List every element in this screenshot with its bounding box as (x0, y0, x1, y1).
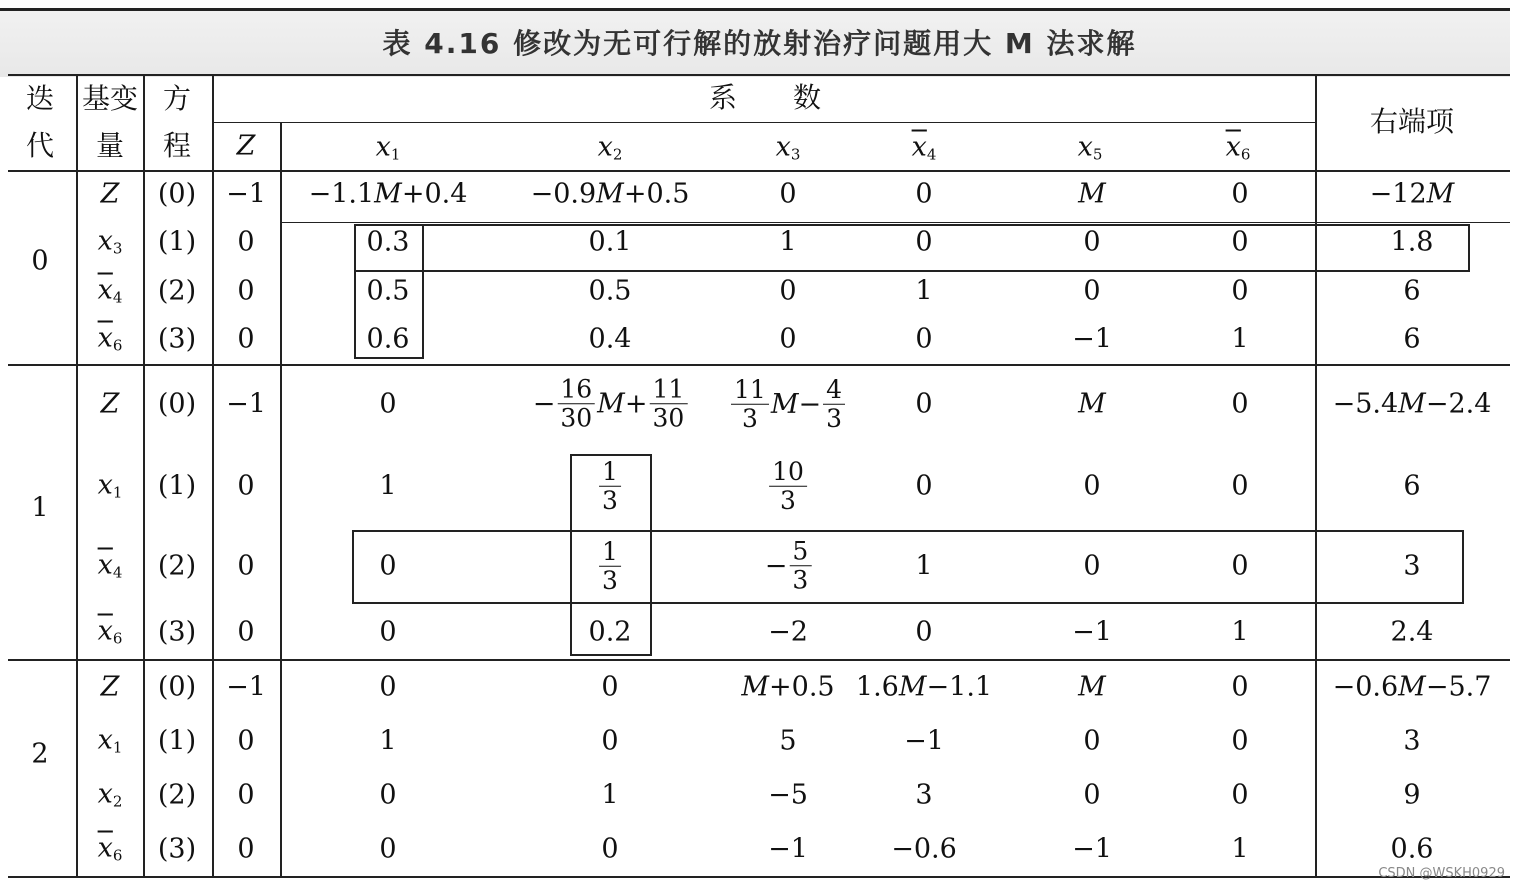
hdr-rhs: 右端项 (1369, 105, 1455, 138)
hdr-z: Z (236, 130, 256, 162)
coef-x1: 0 (379, 779, 397, 811)
coef-x1: −1.1M+0.4 (308, 178, 468, 210)
coef-x4: 3 (915, 779, 933, 811)
coef-x2: 0 (601, 725, 619, 757)
hdr-x3: $x_3$ (775, 131, 801, 164)
coef-x2: − $\frac{16}{30}$ M+ $\frac{11}{30}$ (533, 376, 688, 432)
rule-v3 (212, 74, 214, 876)
coef-x3: M+0.5 (741, 671, 835, 703)
coef-x5: −1 (1072, 323, 1112, 355)
coef-x1: 0.6 (366, 323, 410, 355)
coef-x1: 0 (379, 671, 397, 703)
equation-number: (3) (157, 833, 197, 865)
rhs-value: 2.4 (1390, 616, 1434, 648)
coef-x5: −1 (1072, 616, 1112, 648)
basis-var: $\overline{x}_4$ (97, 549, 123, 582)
coef-x2: 0.2 (588, 616, 632, 648)
rhs-value: 6 (1403, 470, 1421, 502)
coef-x1: 1 (379, 470, 397, 502)
coef-x1: 0.3 (366, 226, 410, 258)
rhs-value: 6 (1403, 275, 1421, 307)
coef-x3: 1 (779, 226, 797, 258)
coef-x2: 0 (601, 833, 619, 865)
rule-bottom (8, 876, 1510, 878)
z-coefficient: 0 (237, 275, 255, 307)
rhs-value: −5.4M−2.4 (1332, 388, 1492, 420)
coef-x6: 0 (1231, 388, 1249, 420)
coef-x1: 1 (379, 725, 397, 757)
z-coefficient: −1 (226, 388, 266, 420)
coef-x3: 5 (779, 725, 797, 757)
coef-x4: 1 (915, 275, 933, 307)
coef-x6: 0 (1231, 779, 1249, 811)
watermark: CSDN @WSKH0929 (1378, 866, 1505, 881)
rhs-value: 1.8 (1390, 226, 1434, 258)
equation-number: (2) (157, 779, 197, 811)
iteration-label-1: 1 (31, 492, 49, 524)
rhs-value: −12M (1369, 178, 1455, 210)
rhs-value: 3 (1403, 725, 1421, 757)
rule-header-bottom (8, 170, 1510, 172)
coef-x5: 0 (1083, 275, 1101, 307)
rule-v2 (143, 74, 145, 876)
z-coefficient: 0 (237, 226, 255, 258)
z-coefficient: 0 (237, 550, 255, 582)
basis-var: $x_1$ (97, 469, 123, 502)
z-coefficient: 0 (237, 616, 255, 648)
basis-var: $x_2$ (97, 778, 123, 811)
coef-x3: −1 (768, 833, 808, 865)
coef-x4: 0 (915, 470, 933, 502)
table-caption: 表 4.16 修改为无可行解的放射治疗问题用大 M 法求解 (382, 27, 1137, 60)
coef-x4: 0 (915, 178, 933, 210)
hdr-basis-1: 基变 (81, 82, 139, 115)
coef-x6: 0 (1231, 671, 1249, 703)
coef-x6: 0 (1231, 550, 1249, 582)
equation-number: (0) (157, 388, 197, 420)
coef-x4: 1 (915, 550, 933, 582)
coef-x6: 0 (1231, 275, 1249, 307)
coef-x6: 0 (1231, 470, 1249, 502)
coef-x3: −2 (768, 616, 808, 648)
coef-x4: 0 (915, 323, 933, 355)
equation-number: (1) (157, 725, 197, 757)
z-coefficient: 0 (237, 779, 255, 811)
coef-x1: 0 (379, 833, 397, 865)
coef-x4: 0 (915, 388, 933, 420)
coef-x4: 0 (915, 226, 933, 258)
z-coefficient: 0 (237, 725, 255, 757)
coef-x5: 0 (1083, 226, 1101, 258)
basis-var: Z (100, 178, 120, 210)
basis-var: $x_3$ (97, 225, 123, 258)
coef-x6: 0 (1231, 226, 1249, 258)
coef-x3: $\frac{11}{3}$ M− $\frac{4}{3}$ (731, 376, 845, 433)
hdr-iter-1: 迭 (25, 82, 55, 115)
rule-coef-sub (212, 122, 1315, 123)
hdr-coefficients: 系 数 (708, 81, 822, 114)
coef-x1: 0.5 (366, 275, 410, 307)
coef-x5: 0 (1083, 779, 1101, 811)
coef-x1: 0 (379, 388, 397, 420)
rhs-value: 3 (1403, 550, 1421, 582)
hdr-x4-bar: $\overline{x}_4$ (911, 131, 937, 164)
coef-x6: 0 (1231, 725, 1249, 757)
equation-number: (2) (157, 550, 197, 582)
coef-x5: 0 (1083, 725, 1101, 757)
coef-x2: 0 (601, 671, 619, 703)
rule-iter-1 (8, 364, 1510, 366)
coef-x1: 0 (379, 616, 397, 648)
coef-x1: 0 (379, 550, 397, 582)
rule-v4 (280, 122, 282, 876)
z-coefficient: 0 (237, 470, 255, 502)
equation-number: (3) (157, 616, 197, 648)
equation-number: (3) (157, 323, 197, 355)
iteration-label-2: 2 (31, 738, 49, 770)
iteration-label-0: 0 (31, 245, 49, 277)
rule-iter-2 (8, 659, 1510, 661)
z-coefficient: 0 (237, 323, 255, 355)
coef-x4: 1.6M−1.1 (855, 671, 993, 703)
hdr-iter-2: 代 (25, 129, 55, 162)
basis-var: $\overline{x}_6$ (97, 832, 123, 865)
coef-x5: M (1078, 178, 1106, 210)
coef-x2: 0.1 (588, 226, 632, 258)
basis-var: $\overline{x}_4$ (97, 274, 123, 307)
coef-x3: $\frac{10}{3}$ (769, 458, 807, 515)
coef-x6: 1 (1231, 833, 1249, 865)
rhs-value: −0.6M−5.7 (1332, 671, 1492, 703)
coef-x5: −1 (1072, 833, 1112, 865)
coef-x3: − $\frac{5}{3}$ (765, 538, 812, 594)
coef-x5: 0 (1083, 550, 1101, 582)
coef-x6: 1 (1231, 323, 1249, 355)
hdr-eq-1: 方 (162, 82, 192, 115)
coef-x3: 0 (779, 323, 797, 355)
equation-number: (2) (157, 275, 197, 307)
coef-x4: −1 (904, 725, 944, 757)
rule-header-top (8, 74, 1510, 76)
rhs-value: 6 (1403, 323, 1421, 355)
coef-x6: 0 (1231, 178, 1249, 210)
equation-number: (1) (157, 226, 197, 258)
basis-var: Z (100, 671, 120, 703)
coef-x2: −0.9M+0.5 (530, 178, 690, 210)
rhs-value: 9 (1403, 779, 1421, 811)
hdr-eq-2: 程 (162, 129, 192, 162)
hdr-basis-2: 量 (95, 129, 125, 162)
z-coefficient: −1 (226, 671, 266, 703)
coef-x6: 1 (1231, 616, 1249, 648)
equation-number: (0) (157, 671, 197, 703)
equation-number: (0) (157, 178, 197, 210)
rule-v5 (1315, 74, 1317, 876)
hdr-x6-bar: $\overline{x}_6$ (1225, 131, 1251, 164)
coef-x4: 0 (915, 616, 933, 648)
rule-v1 (76, 74, 78, 876)
hdr-x2: $x_2$ (597, 131, 623, 164)
rhs-value: 0.6 (1390, 833, 1434, 865)
coef-x3: −5 (768, 779, 808, 811)
coef-x2: $\frac{1}{3}$ (599, 538, 621, 595)
pivot-row-box-iter1 (352, 530, 1464, 604)
coef-x3: 0 (779, 275, 797, 307)
coef-x2: 1 (601, 779, 619, 811)
pivot-row-box-iter0 (354, 224, 1470, 272)
z-coefficient: 0 (237, 833, 255, 865)
coef-x5: 0 (1083, 470, 1101, 502)
rule-row (280, 222, 1510, 223)
basis-var: $\overline{x}_6$ (97, 615, 123, 648)
coef-x5: M (1078, 671, 1106, 703)
coef-x2: 0.5 (588, 275, 632, 307)
coef-x5: M (1078, 388, 1106, 420)
coef-x2: 0.4 (588, 323, 632, 355)
basis-var: Z (100, 388, 120, 420)
hdr-x5: $x_5$ (1077, 131, 1103, 164)
basis-var: $\overline{x}_6$ (97, 322, 123, 355)
z-coefficient: −1 (226, 178, 266, 210)
coef-x2: $\frac{1}{3}$ (599, 458, 621, 515)
coef-x3: 0 (779, 178, 797, 210)
coef-x4: −0.6 (891, 833, 957, 865)
basis-var: $x_1$ (97, 724, 123, 757)
hdr-x1: $x_1$ (375, 131, 401, 164)
equation-number: (1) (157, 470, 197, 502)
